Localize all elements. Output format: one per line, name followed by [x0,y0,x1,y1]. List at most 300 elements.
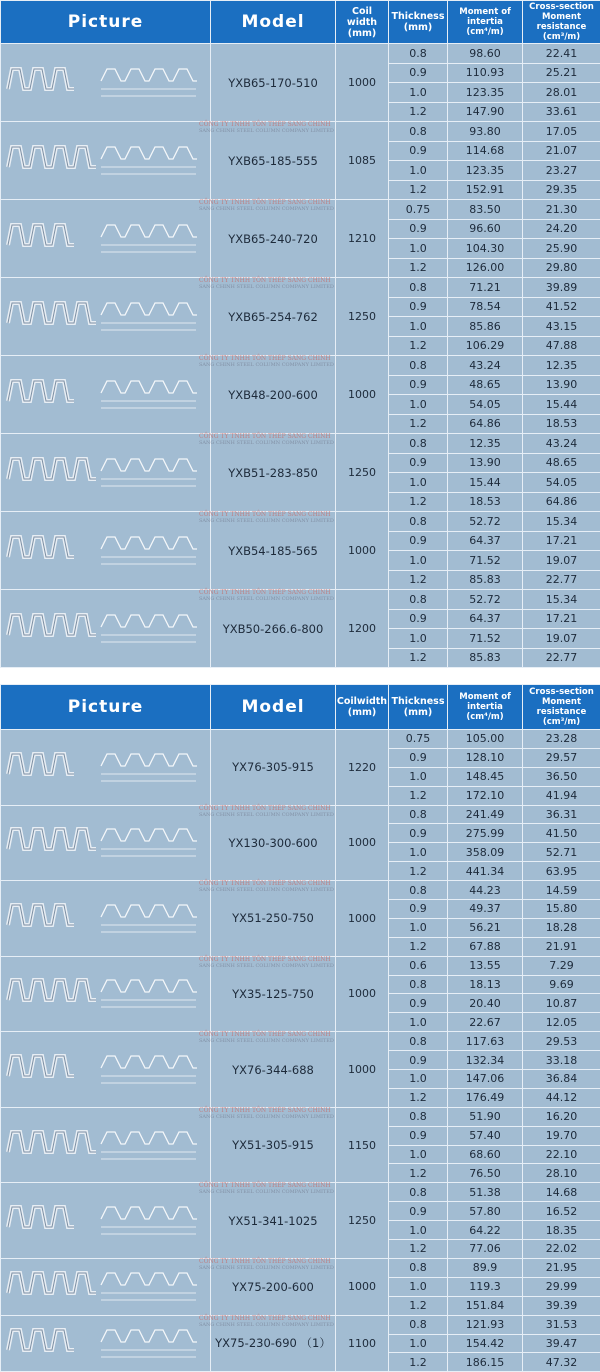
thickness-cell: 0.8 [389,434,448,454]
resistance-cell: 47.88 [523,336,600,356]
moment-cell: 76.50 [448,1164,523,1183]
resistance-cell: 15.34 [523,512,600,532]
thickness-cell: 1.2 [389,1296,448,1315]
coil-width-cell: 1000 [336,1032,389,1108]
moment-cell: 71.52 [448,551,523,571]
model-cell [211,1258,336,1315]
moment-cell: 13.55 [448,956,523,975]
header-model: Model [211,1,336,44]
moment-cell: 52.72 [448,512,523,532]
model-name: YXB65-170-510 [228,76,318,90]
thickness-cell: 0.9 [389,748,448,767]
deck-sheet-icon [8,980,96,1000]
moment-cell: 67.88 [448,937,523,956]
product-picture [1,881,211,957]
moment-cell: 104.30 [448,239,523,259]
deck-sheet-icon [8,1132,96,1152]
thickness-cell: 1.2 [389,258,448,278]
thickness-cell: 0.8 [389,122,448,142]
model-name: YX76-344-688 [232,1063,314,1077]
moment-cell: 78.54 [448,297,523,317]
deck-sheet-icon [8,303,96,323]
header-moment-of-inertia: Moment of intertia (cm⁴/m) [448,685,523,730]
table-row [1,1107,600,1126]
thickness-cell: 0.9 [389,219,448,239]
moment-cell: 89.9 [448,1258,523,1277]
thickness-cell: 0.9 [389,297,448,317]
resistance-cell: 25.21 [523,63,600,83]
resistance-cell: 29.80 [523,258,600,278]
moment-cell: 275.99 [448,824,523,843]
thickness-cell: 0.8 [389,590,448,610]
resistance-cell: 29.57 [523,748,600,767]
resistance-cell: 9.69 [523,975,600,994]
resistance-cell: 12.05 [523,1013,600,1032]
coil-width-cell: 1085 [336,122,389,200]
thickness-cell: 1.2 [389,1088,448,1107]
table-row [1,356,600,376]
resistance-cell: 19.70 [523,1126,600,1145]
moment-cell: 114.68 [448,141,523,161]
coil-width-cell: 1250 [336,434,389,512]
cross-section-drawing [101,1207,197,1234]
moment-cell: 85.83 [448,648,523,668]
model-name: YXB50-266.6-800 [223,622,324,636]
thickness-cell: 0.8 [389,1258,448,1277]
thickness-cell: 1.2 [389,1353,448,1372]
deck-sheet-icon [8,69,74,89]
spec-table-2 [0,684,600,1372]
moment-cell: 51.38 [448,1183,523,1202]
thickness-cell: 1.0 [389,1334,448,1353]
resistance-cell: 17.21 [523,609,600,629]
moment-cell: 48.65 [448,375,523,395]
deck-sheet-icon [8,1056,74,1076]
cross-section-drawing [101,147,197,174]
product-picture [1,1258,211,1315]
deck-sheet-icon [8,829,96,849]
thickness-cell: 1.0 [389,239,448,259]
resistance-cell: 48.65 [523,453,600,473]
moment-cell: 15.44 [448,473,523,493]
model-name: YXB51-283-850 [228,466,318,480]
deck-sheet-icon [8,147,96,167]
thickness-cell: 1.0 [389,317,448,337]
moment-cell: 85.86 [448,317,523,337]
model-name: YX51-341-1025 [228,1214,317,1228]
coil-width-cell: 1000 [336,356,389,434]
coil-width-cell: 1000 [336,881,389,957]
thickness-cell: 0.75 [389,730,448,749]
thickness-cell: 0.8 [389,356,448,376]
thickness-cell: 1.0 [389,843,448,862]
model-cell [211,434,336,512]
moment-cell: 132.34 [448,1051,523,1070]
resistance-cell: 7.29 [523,956,600,975]
resistance-cell: 14.59 [523,881,600,900]
moment-cell: 110.93 [448,63,523,83]
header-model: Model [211,685,336,730]
resistance-cell: 33.18 [523,1051,600,1070]
watermark: CÔNG TY TNHH TÔN THÉP SANG CHINH SANG CHINH STEEL COLUMN COMPANY LIMITED [199,1258,334,1272]
moment-cell: 358.09 [448,843,523,862]
resistance-cell: 29.35 [523,180,600,200]
moment-cell: 105.00 [448,730,523,749]
moment-cell: 123.35 [448,161,523,181]
moment-cell: 83.50 [448,200,523,220]
resistance-cell: 21.95 [523,1258,600,1277]
cross-section-drawing [101,381,197,408]
product-picture [1,200,211,278]
resistance-cell: 15.44 [523,395,600,415]
table-row [1,278,600,298]
thickness-cell: 1.0 [389,395,448,415]
moment-cell: 121.93 [448,1315,523,1334]
cross-section-drawing [101,1330,197,1357]
resistance-cell: 18.28 [523,918,600,937]
resistance-cell: 52.71 [523,843,600,862]
resistance-cell: 22.02 [523,1240,600,1259]
thickness-cell: 0.9 [389,1051,448,1070]
moment-cell: 96.60 [448,219,523,239]
resistance-cell: 47.32 [523,1353,600,1372]
thickness-cell: 1.0 [389,1070,448,1089]
table-row [1,1315,600,1334]
thickness-cell: 1.0 [389,629,448,649]
model-name: YX35-125-750 [232,987,314,1001]
model-cell [211,881,336,957]
moment-cell: 64.37 [448,609,523,629]
moment-cell: 22.67 [448,1013,523,1032]
thickness-cell: 1.0 [389,918,448,937]
coil-width-cell: 1000 [336,805,389,881]
thickness-cell: 0.8 [389,1107,448,1126]
watermark: CÔNG TY TNHH TÔN THÉP SANG CHINH SANG CHINH STEEL COLUMN COMPANY LIMITED [199,956,334,970]
header-picture: Picture [1,685,211,730]
product-picture [1,278,211,356]
resistance-cell: 31.53 [523,1315,600,1334]
moment-cell: 43.24 [448,356,523,376]
header-coil-width: Coilwidth (mm) [336,685,389,730]
model-name: YXB54-185-565 [228,544,318,558]
table-row [1,44,600,64]
resistance-cell: 22.41 [523,44,600,64]
resistance-cell: 29.99 [523,1277,600,1296]
model-name: YX75-230-690 （1） [215,1336,331,1350]
thickness-cell: 1.2 [389,102,448,122]
spec-table-1 [0,0,600,668]
moment-cell: 123.35 [448,83,523,103]
thickness-cell: 1.0 [389,1277,448,1296]
model-name: YXB48-200-600 [228,388,318,402]
thickness-cell: 1.2 [389,336,448,356]
product-picture [1,356,211,434]
thickness-cell: 1.0 [389,1013,448,1032]
resistance-cell: 18.35 [523,1221,600,1240]
resistance-cell: 13.90 [523,375,600,395]
cross-section-drawing [101,754,197,781]
resistance-cell: 33.61 [523,102,600,122]
table-row [1,1183,600,1202]
table-row [1,881,600,900]
watermark: CÔNG TY TNHH TÔN THÉP SANG CHINH SANG CHINH STEEL COLUMN COMPANY LIMITED [199,277,334,291]
moment-cell: 54.05 [448,395,523,415]
table-separator [0,668,600,684]
model-name: YXB65-240-720 [228,232,318,246]
deck-sheet-icon [8,225,74,245]
coil-width-cell: 1000 [336,1258,389,1315]
model-cell [211,805,336,881]
thickness-cell: 1.0 [389,1145,448,1164]
table-row [1,1258,600,1277]
resistance-cell: 18.53 [523,414,600,434]
table-row [1,200,600,220]
moment-cell: 13.90 [448,453,523,473]
model-cell [211,1107,336,1183]
cross-section-drawing [101,1132,197,1159]
thickness-cell: 1.2 [389,492,448,512]
thickness-cell: 0.8 [389,881,448,900]
thickness-cell: 0.9 [389,375,448,395]
moment-cell: 71.21 [448,278,523,298]
thickness-cell: 0.9 [389,141,448,161]
moment-cell: 71.52 [448,629,523,649]
moment-cell: 20.40 [448,994,523,1013]
product-picture [1,590,211,668]
model-name: YX75-200-600 [232,1280,314,1294]
coil-width-cell: 1000 [336,512,389,590]
cross-section-drawing [101,829,197,856]
thickness-cell: 0.8 [389,1032,448,1051]
header-section-modulus: Cross-section Moment resistance (cm³/m) [523,685,600,730]
header-thickness: Thickness (mm) [389,1,448,44]
model-cell [211,1315,336,1372]
header-thickness: Thickness (mm) [389,685,448,730]
model-name: YX130-300-600 [228,836,317,850]
thickness-cell: 0.8 [389,44,448,64]
deck-sheet-icon [8,1207,74,1227]
coil-width-cell: 1220 [336,730,389,806]
thickness-cell: 1.0 [389,551,448,571]
coil-width-cell: 1100 [336,1315,389,1372]
resistance-cell: 41.52 [523,297,600,317]
watermark: CÔNG TY TNHH TÔN THÉP SANG CHINH SANG CHINH STEEL COLUMN COMPANY LIMITED [199,433,334,447]
moment-cell: 64.22 [448,1221,523,1240]
model-name: YX76-305-915 [232,760,314,774]
moment-cell: 172.10 [448,786,523,805]
product-picture [1,730,211,806]
table-row [1,805,600,824]
cross-section-drawing [101,459,197,486]
model-cell [211,356,336,434]
header-row [1,685,600,730]
coil-width-cell: 1250 [336,1183,389,1259]
moment-cell: 57.40 [448,1126,523,1145]
thickness-cell: 0.8 [389,278,448,298]
model-name: YXB65-254-762 [228,310,318,324]
deck-sheet-icon [8,537,74,557]
product-picture [1,1183,211,1259]
resistance-cell: 29.53 [523,1032,600,1051]
resistance-cell: 25.90 [523,239,600,259]
thickness-cell: 1.2 [389,570,448,590]
product-picture [1,1032,211,1108]
moment-cell: 176.49 [448,1088,523,1107]
coil-width-cell: 1150 [336,1107,389,1183]
resistance-cell: 43.15 [523,317,600,337]
thickness-cell: 0.9 [389,531,448,551]
header-coil-width: Coil width (mm) [336,1,389,44]
product-picture [1,44,211,122]
resistance-cell: 17.21 [523,531,600,551]
moment-cell: 52.72 [448,590,523,610]
coil-width-cell: 1000 [336,956,389,1032]
model-cell [211,590,336,668]
cross-section-drawing [101,615,197,642]
resistance-cell: 39.47 [523,1334,600,1353]
moment-cell: 147.06 [448,1070,523,1089]
table-row [1,512,600,532]
thickness-cell: 0.9 [389,1126,448,1145]
coil-width-cell: 1250 [336,278,389,356]
moment-cell: 117.63 [448,1032,523,1051]
moment-cell: 441.34 [448,862,523,881]
moment-cell: 93.80 [448,122,523,142]
resistance-cell: 22.77 [523,570,600,590]
watermark: CÔNG TY TNHH TÔN THÉP SANG CHINH SANG CHINH STEEL COLUMN COMPANY LIMITED [199,199,334,213]
table-row [1,730,600,749]
resistance-cell: 16.52 [523,1202,600,1221]
resistance-cell: 28.01 [523,83,600,103]
thickness-cell: 0.8 [389,1315,448,1334]
resistance-cell: 39.89 [523,278,600,298]
watermark: CÔNG TY TNHH TÔN THÉP SANG CHINH SANG CHINH STEEL COLUMN COMPANY LIMITED [199,589,334,603]
moment-cell: 18.13 [448,975,523,994]
resistance-cell: 36.31 [523,805,600,824]
thickness-cell: 1.0 [389,473,448,493]
header-section-modulus: Cross-section Moment resistance (cm³/m) [523,1,600,44]
resistance-cell: 15.80 [523,900,600,919]
product-picture [1,956,211,1032]
resistance-cell: 23.28 [523,730,600,749]
product-picture [1,122,211,200]
model-cell [211,1032,336,1108]
watermark: CÔNG TY TNHH TÔN THÉP SANG CHINH SANG CHINH STEEL COLUMN COMPANY LIMITED [199,511,334,525]
thickness-cell: 1.2 [389,862,448,881]
model-cell [211,512,336,590]
moment-cell: 154.42 [448,1334,523,1353]
resistance-cell: 10.87 [523,994,600,1013]
moment-cell: 98.60 [448,44,523,64]
model-cell [211,730,336,806]
resistance-cell: 41.50 [523,824,600,843]
product-picture [1,512,211,590]
table-row [1,1032,600,1051]
coil-width-cell: 1200 [336,590,389,668]
moment-cell: 64.86 [448,414,523,434]
cross-section-drawing [101,980,197,1007]
product-picture [1,434,211,512]
thickness-cell: 0.9 [389,453,448,473]
cross-section-drawing [101,537,197,564]
moment-cell: 44.23 [448,881,523,900]
thickness-cell: 0.8 [389,975,448,994]
resistance-cell: 16.20 [523,1107,600,1126]
moment-cell: 147.90 [448,102,523,122]
resistance-cell: 36.50 [523,767,600,786]
thickness-cell: 0.9 [389,63,448,83]
thickness-cell: 1.2 [389,1164,448,1183]
resistance-cell: 19.07 [523,629,600,649]
resistance-cell: 21.07 [523,141,600,161]
resistance-cell: 21.30 [523,200,600,220]
watermark: CÔNG TY TNHH TÔN THÉP SANG CHINH SANG CHINH STEEL COLUMN COMPANY LIMITED [199,880,334,894]
model-cell [211,278,336,356]
deck-sheet-icon [8,615,96,635]
resistance-cell: 54.05 [523,473,600,493]
thickness-cell: 0.9 [389,609,448,629]
thickness-cell: 1.2 [389,414,448,434]
watermark: CÔNG TY TNHH TÔN THÉP SANG CHINH SANG CHINH STEEL COLUMN COMPANY LIMITED [199,121,334,135]
moment-cell: 64.37 [448,531,523,551]
resistance-cell: 44.12 [523,1088,600,1107]
thickness-cell: 0.6 [389,956,448,975]
model-cell [211,200,336,278]
thickness-cell: 0.75 [389,200,448,220]
moment-cell: 128.10 [448,748,523,767]
coil-width-cell: 1210 [336,200,389,278]
thickness-cell: 0.9 [389,994,448,1013]
cross-section-drawing [101,1056,197,1083]
resistance-cell: 14.68 [523,1183,600,1202]
resistance-cell: 23.27 [523,161,600,181]
resistance-cell: 22.10 [523,1145,600,1164]
thickness-cell: 0.8 [389,512,448,532]
moment-cell: 77.06 [448,1240,523,1259]
thickness-cell: 1.2 [389,648,448,668]
header-row [1,1,600,44]
model-cell [211,956,336,1032]
deck-sheet-icon [8,1273,96,1293]
thickness-cell: 1.2 [389,1240,448,1259]
model-name: YXB65-185-555 [228,154,318,168]
product-picture [1,1315,211,1372]
resistance-cell: 63.95 [523,862,600,881]
moment-cell: 51.90 [448,1107,523,1126]
thickness-cell: 1.0 [389,161,448,181]
watermark: CÔNG TY TNHH TÔN THÉP SANG CHINH SANG CHINH STEEL COLUMN COMPANY LIMITED [199,355,334,369]
moment-cell: 148.45 [448,767,523,786]
table-row [1,122,600,142]
cross-section-drawing [101,1273,197,1300]
resistance-cell: 15.34 [523,590,600,610]
thickness-cell: 1.0 [389,767,448,786]
moment-cell: 152.91 [448,180,523,200]
watermark: CÔNG TY TNHH TÔN THÉP SANG CHINH SANG CHINH STEEL COLUMN COMPANY LIMITED [199,1315,334,1329]
model-cell [211,122,336,200]
cross-section-drawing [101,69,197,96]
thickness-cell: 0.9 [389,1202,448,1221]
thickness-cell: 0.9 [389,824,448,843]
watermark: CÔNG TY TNHH TÔN THÉP SANG CHINH SANG CHINH STEEL COLUMN COMPANY LIMITED [199,1182,334,1196]
thickness-cell: 0.8 [389,805,448,824]
resistance-cell: 41.94 [523,786,600,805]
model-cell [211,1183,336,1259]
thickness-cell: 1.2 [389,786,448,805]
cross-section-drawing [101,905,197,932]
moment-cell: 126.00 [448,258,523,278]
resistance-cell: 19.07 [523,551,600,571]
